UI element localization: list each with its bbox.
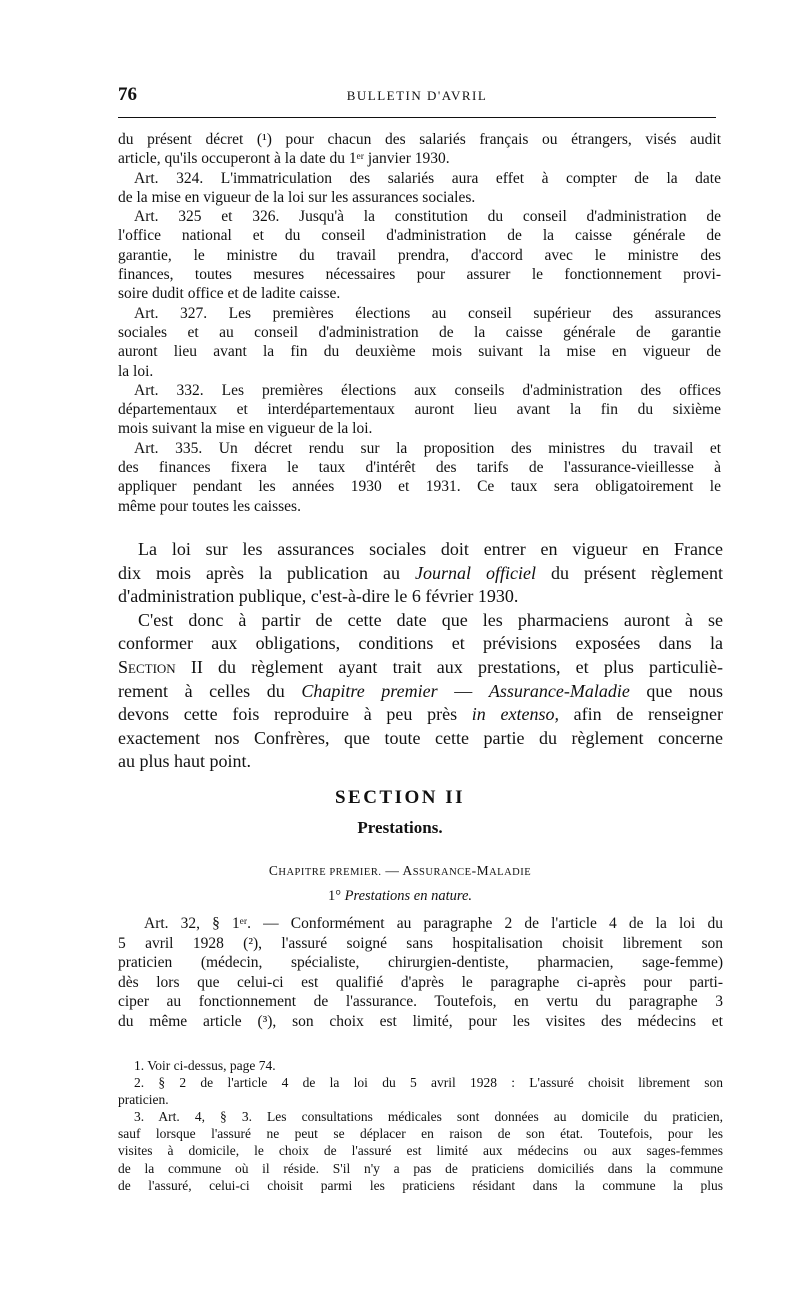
- running-title: BULLETIN D'AVRIL: [346, 88, 488, 103]
- page-header: [118, 84, 716, 106]
- text-span: conformer aux obligations, conditions et prévisions exposées dans la: [118, 633, 723, 654]
- latin-phrase: in extenso,: [471, 704, 559, 725]
- text-line: même pour toutes les caisses.: [118, 497, 301, 515]
- footnote-line: de l'assuré, celui-ci choisit parmi les praticiens résidant dans la commune la plus: [118, 1177, 723, 1193]
- text-span: au plus haut point.: [118, 751, 251, 772]
- text-line: Art. 332. Les premières élections aux conseils d'administration des offices: [134, 381, 721, 399]
- chapter-heading: [0, 863, 800, 879]
- text-line: appliquer pendant les années 1930 et 1931. Ce taux sera obligatoirement le: [118, 478, 721, 496]
- text-line: Art. 335. Un décret rendu sur la proposition des ministres du travail et: [134, 439, 721, 457]
- article-32: [118, 914, 723, 1032]
- text-line: [118, 562, 723, 586]
- text-line: des finances fixera le taux d'intérêt des tarifs de l'assurance-vieillesse à: [118, 459, 721, 477]
- decree-articles: [118, 130, 721, 516]
- text-line: de la mise en vigueur de la loi sur les assurances sociales.: [118, 188, 476, 206]
- text-span: du présent règlement: [551, 562, 724, 583]
- footnote-line: de la commune où il réside. S'il n'y a pas de praticiens domiciliés dans la commune: [118, 1160, 723, 1176]
- text-line: [118, 656, 723, 680]
- text-line: praticien (médecin, spécialiste, chirurgien-dentiste, pharmacien, sage-femme): [118, 954, 723, 972]
- text-line: [118, 703, 723, 727]
- text-line: Art. 327. Les premières élections au conseil supérieur des assurances: [134, 304, 721, 322]
- journal-title: Journal officiel: [415, 562, 537, 583]
- text-line: mois suivant la mise en vigueur de la loi.: [118, 420, 373, 438]
- page-number: 76: [118, 84, 137, 105]
- footnotes: [118, 1057, 723, 1194]
- text-span: devons cette fois reproduire à peu près: [118, 704, 458, 725]
- text-span: HAPITRE PREMIER.: [278, 867, 382, 878]
- chapter-ref: Chapitre premier: [301, 680, 438, 701]
- text-line: Art. 32, § 1ᵉʳ. — Conformément au paragraphe 2 de l'article 4 de la loi du: [144, 915, 723, 932]
- text-span: —: [454, 680, 473, 701]
- text-span: dix mois après la publication au: [118, 562, 401, 583]
- text-span: rement à celles du: [118, 680, 285, 701]
- text-line: [118, 680, 723, 704]
- text-line: [118, 750, 723, 774]
- text-line: Art. 325 et 326. Jusqu'à la constitution du conseil d'administration de: [134, 208, 721, 226]
- text-span: 1°: [327, 888, 342, 904]
- text-span: SSURANCE: [412, 867, 472, 878]
- header-rule: [118, 117, 716, 118]
- section-heading: SECTION II: [334, 787, 466, 808]
- text-line: départementaux et interdépartementaux auront lieu avant la fin du sixième: [118, 401, 721, 419]
- footnote-line: sauf lorsque l'assuré ne peut se déplacer en raison de son état. Toutefois, pour les: [118, 1126, 723, 1142]
- text-line: [118, 538, 723, 562]
- text-line: dès lors que celui-ci est qualifié d'après le paragraphe ci-après pour parti-: [118, 973, 723, 991]
- section-subheading: Prestations.: [357, 818, 443, 837]
- footnote-line: 2. § 2 de l'article 4 de la loi du 5 avril 1928 : L'assuré choisit librement son: [134, 1075, 723, 1091]
- text-line: la loi.: [118, 362, 154, 380]
- footnote-line: 1. Voir ci-dessus, page 74.: [134, 1058, 276, 1073]
- text-line: [118, 727, 723, 751]
- text-line: du présent décret (¹) pour chacun des salariés français ou étrangers, visés audit: [118, 131, 721, 148]
- footnote-line: praticien.: [118, 1092, 169, 1108]
- text-line: 5 avril 1928 (²), l'assuré soigné sans hospitalisation choisit librement son: [118, 934, 723, 952]
- subsection-heading: [0, 888, 800, 905]
- text-line: l'office national et du conseil d'administration de la caisse générale de: [118, 227, 721, 245]
- text-line: du même article (³), son choix est limité, pour les visites des médecins et: [118, 1012, 723, 1030]
- text-line: [118, 609, 723, 633]
- text-line: Art. 324. L'immatriculation des salariés aura effet à compter de la date: [134, 169, 721, 187]
- text-span: que nous: [646, 680, 724, 701]
- text-span: — A: [381, 863, 413, 878]
- text-span: d'administration publique, c'est-à-dire le 6 février 1930.: [118, 586, 519, 607]
- text-line: [118, 585, 723, 609]
- text-span: C: [268, 863, 279, 878]
- text-span: exactement nos Confrères, que toute cette partie du règlement concerne: [118, 727, 723, 748]
- footnote-line: visites à domicile, le choix de l'assuré est limité aux médecins ou aux sages-femmes: [118, 1143, 723, 1159]
- text-line: ciper au fonctionnement de l'assurance. Toutefois, en vertu du paragraphe 3: [118, 993, 723, 1011]
- text-line: auront lieu avant la fin du deuxième mois suivant la mise en vigueur de: [118, 343, 721, 361]
- text-line: sociales et au conseil d'administration de la caisse générale de garantie: [118, 323, 721, 341]
- text-line: article, qu'ils occuperont à la date du 1ᵉʳ janvier 1930.: [118, 150, 450, 168]
- text-span: C'est donc à partir de cette date que les pharmaciens auront à se: [138, 609, 723, 630]
- text-line: garantie, le ministre du travail prendra, d'accord avec le ministre des: [118, 246, 721, 264]
- text-span: II du règlement ayant trait aux prestations, et plus particuliè-: [190, 656, 723, 677]
- text-line: soire dudit office et de ladite caisse.: [118, 285, 341, 303]
- commentary-paragraph: [118, 538, 723, 774]
- text-span: -M: [471, 863, 490, 878]
- text-span: afin de renseigner: [573, 704, 724, 725]
- text-line: [118, 632, 723, 656]
- footnote-line: 3. Art. 4, § 3. Les consultations médicales sont données au domicile du praticien,: [134, 1109, 723, 1125]
- text-span: La loi sur les assurances sociales doit entrer en vigueur en France: [138, 539, 723, 559]
- text-span: Prestations en nature.: [344, 888, 473, 904]
- text-span: ALADIE: [489, 867, 532, 878]
- section-ref: Section: [118, 656, 176, 677]
- chapter-ref: Assurance-Maladie: [488, 680, 630, 701]
- text-line: finances, toutes mesures nécessaires pour assurer le fonctionnement provi-: [118, 266, 721, 284]
